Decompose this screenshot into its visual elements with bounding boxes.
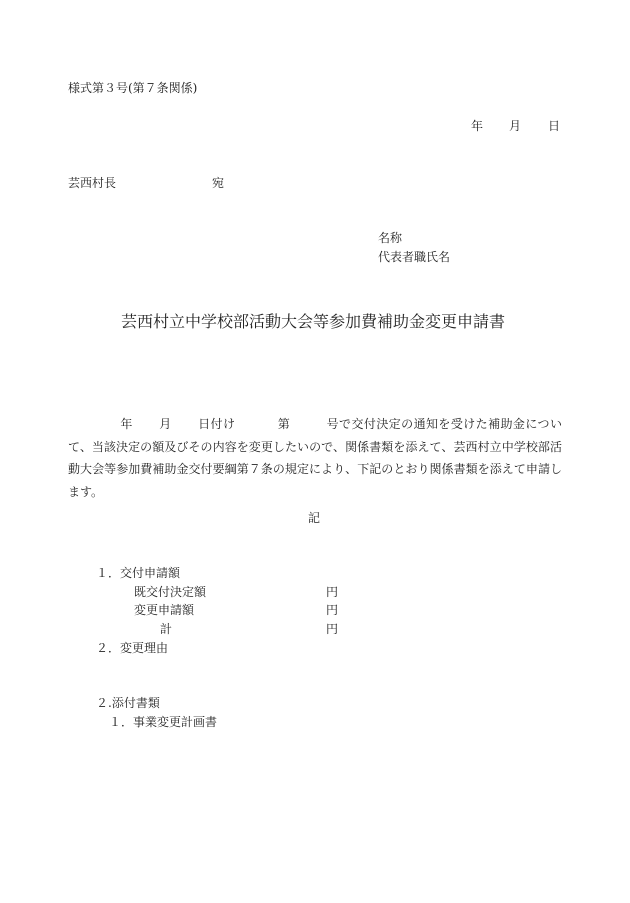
row-label: 既交付決定額 (134, 585, 207, 599)
ki-label: 記 (308, 511, 321, 525)
body-paragraph (68, 413, 562, 503)
row-label: 変更申請額 (134, 603, 195, 617)
row-label: 計 (160, 622, 173, 636)
body-year: 年 (120, 417, 133, 431)
body-text2: ついて、当該決定の額及びその内容を変更したいので、関係書類を添えて、芸西村立中学校部活動大会等参加費補助金交付要綱第７条の規定により、下記のとおり関係書類を添えて申請します。 (68, 417, 562, 499)
row-unit: 円 (326, 603, 339, 617)
date-year: 年 (471, 119, 484, 133)
row-unit: 円 (326, 585, 339, 599)
item2-heading: ２．変更理由 (96, 641, 169, 655)
document-title: 芸西村立中学校部活動大会等参加費補助金変更申請書 (121, 312, 506, 331)
addressee-name: 芸西村長 (68, 176, 117, 190)
body-text1: 号で交付決定の通知を受けた補助金に (326, 417, 538, 431)
date-day: 日 (548, 119, 561, 133)
attachment-item: １．事業変更計画書 (109, 715, 218, 729)
body-dai: 第 (277, 417, 291, 431)
applicant-rep-label: 代表者職氏名 (378, 250, 451, 264)
row-unit: 円 (326, 622, 339, 636)
attachments-heading: ２.添付書類 (96, 696, 160, 710)
body-date-suffix: 日付け (197, 417, 236, 431)
addressee-honorific: 宛 (212, 176, 225, 190)
form-number: 様式第３号(第７条関係) (68, 81, 198, 95)
applicant-name-label: 名称 (378, 231, 403, 245)
date-month: 月 (509, 119, 522, 133)
item1-heading: １．交付申請額 (96, 566, 181, 580)
body-month: 月 (158, 417, 172, 431)
